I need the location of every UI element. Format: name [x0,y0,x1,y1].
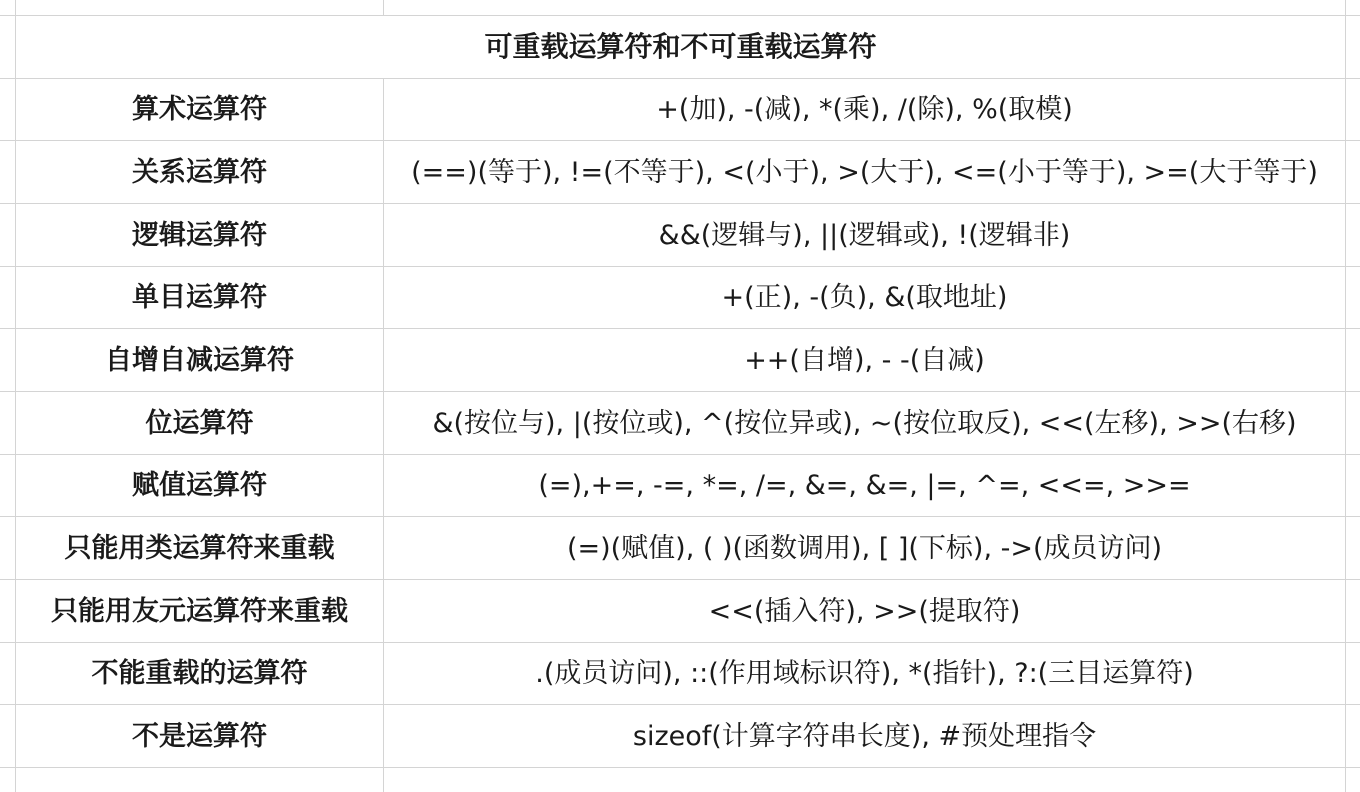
row-value-cell[interactable] [384,79,1345,140]
row-label: 赋值运算符 [132,470,267,501]
row-value: sizeof(计算字符串长度), #预处理指令 [632,720,1097,752]
row-label: 只能用类运算符来重载 [64,532,335,564]
row-value: (=),+=, -=, *=, /=, &=, &=, |=, ^=, <<=, >>= [538,470,1191,501]
row-value-cell[interactable] [384,267,1345,328]
row-label-cell[interactable] [16,141,383,203]
row-label: 单目运算符 [132,282,267,313]
row-value-cell[interactable] [384,455,1345,516]
row-value: (==)(等于), !=(不等于), <(小于), >(大于), <=(小于等于), >=(大于等于) [411,156,1318,188]
row-value-cell[interactable] [384,204,1345,266]
row-value: &&(逻辑与), ||(逻辑或), !(逻辑非) [658,219,1071,251]
row-value: (=)(赋值), ( )(函数调用), [ ](下标), ->(成员访问) [566,532,1163,564]
grid-line [1345,0,1346,792]
row-label: 自增自减运算符 [105,344,294,376]
row-value: ++(自增), - -(自减) [744,344,985,376]
row-label-cell[interactable] [16,455,383,516]
table-title-cell[interactable] [16,16,1345,78]
row-label-cell[interactable] [16,643,383,704]
row-label: 逻辑运算符 [132,219,267,251]
row-value-cell[interactable] [384,141,1345,203]
row-value-cell[interactable] [384,517,1345,579]
row-value: +(加), -(减), *(乘), /(除), %(取模) [656,94,1073,125]
row-value-cell[interactable] [384,329,1345,391]
row-label-cell[interactable] [16,267,383,328]
row-value-cell[interactable] [384,392,1345,454]
row-value-cell[interactable] [384,705,1345,767]
row-value: +(正), -(负), &(取地址) [721,282,1008,313]
grid-line [0,767,1360,768]
row-value: .(成员访问), ::(作用域标识符), *(指针), ?:(三目运算符) [535,658,1194,689]
table-title: 可重载运算符和不可重载运算符 [484,30,877,63]
row-label: 算术运算符 [132,94,267,125]
row-label-cell[interactable] [16,79,383,140]
row-label-cell[interactable] [16,392,383,454]
row-label: 不能重载的运算符 [91,658,308,689]
row-label-cell[interactable] [16,705,383,767]
row-value-cell[interactable] [384,643,1345,704]
row-label: 不是运算符 [132,720,267,752]
row-label-cell[interactable] [16,517,383,579]
row-label: 关系运算符 [132,156,267,188]
row-label-cell[interactable] [16,580,383,642]
row-label-cell[interactable] [16,329,383,391]
row-value: &(按位与), |(按位或), ^(按位异或), ~(按位取反), <<(左移), >>(右移) [432,407,1297,439]
row-label-cell[interactable] [16,204,383,266]
row-value: <<(插入符), >>(提取符) [708,595,1021,627]
row-value-cell[interactable] [384,580,1345,642]
row-label: 只能用友元运算符来重载 [51,595,348,627]
row-label: 位运算符 [145,407,254,439]
